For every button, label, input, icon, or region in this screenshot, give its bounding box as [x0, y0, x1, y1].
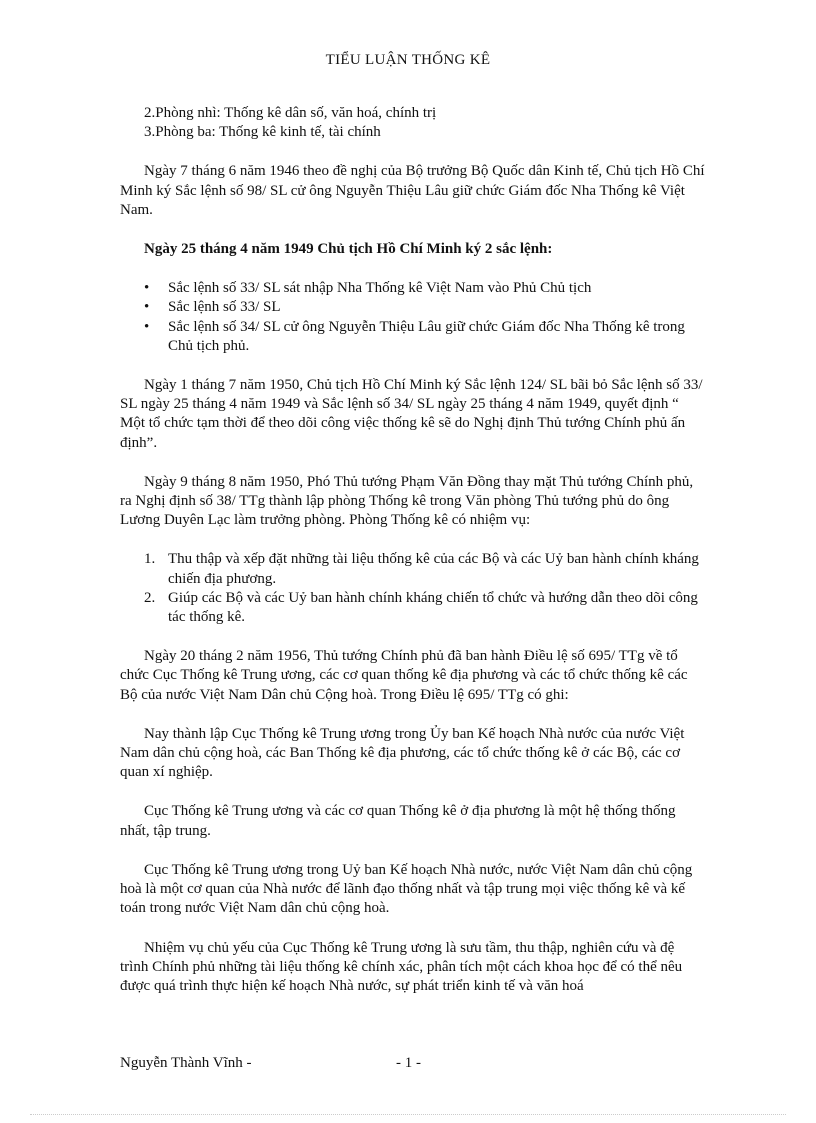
intro-line: 3.Phòng ba: Thống kê kinh tế, tài chính: [144, 124, 381, 141]
paragraph: Cục Thống kê Trung ương và các cơ quan Thống kê ở địa phương là một hệ thống thống nhất, tập trung.: [120, 803, 676, 839]
paragraph: Ngày 7 tháng 6 năm 1946 theo đề nghị của Bộ trưởng Bộ Quốc dân Kinh tế, Chủ tịch Hồ Chí Minh ký Sắc lệnh số 98/ SL cử ông Nguyễn Thiệu Lâu giữ chức Giám đốc Nha Thống kê Việt Nam.: [120, 163, 705, 218]
list-item: • Sắc lệnh số 33/ SL: [168, 298, 705, 317]
footer-author: Nguyễn Thành Vĩnh -: [120, 1055, 252, 1071]
bullet-list: [120, 279, 705, 356]
intro-line: 2.Phòng nhì: Thống kê dân số, văn hoá, chính trị: [144, 105, 437, 121]
list-item: • Sắc lệnh số 34/ SL cử ông Nguyễn Thiệu Lâu giữ chức Giám đốc Nha Thống kê trong Chủ tịch phủ.: [168, 318, 705, 356]
page-title: TIỂU LUẬN THỐNG KÊ: [325, 52, 491, 68]
section-heading: Ngày 25 tháng 4 năm 1949 Chủ tịch Hồ Chí Minh ký 2 sắc lệnh:: [144, 241, 553, 258]
paragraph: Ngày 20 tháng 2 năm 1956, Thủ tướng Chính phủ đã ban hành Điều lệ số 695/ TTg về tổ chức Cục Thống kê Trung ương, các cơ quan thống kê địa phương và các tổ chức thống kê các Bộ của nước Việt Nam Dân chủ Cộng hoà. Trong Điều lệ 695/ TTg có ghi:: [120, 648, 688, 703]
paragraph: Ngày 1 tháng 7 năm 1950, Chủ tịch Hồ Chí Minh ký Sắc lệnh 124/ SL bãi bỏ Sắc lệnh số 33/ SL ngày 25 tháng 4 năm 1949 và Sắc lệnh số 34/ SL ngày 25 tháng 4 năm 1949, quyết định “ Một tổ chức tạm thời để theo dõi công việc thống kê sẽ do Nghị định Thủ tướng Chính phủ ấn định”.: [120, 377, 703, 451]
list-number: 1.: [144, 551, 156, 568]
paragraph: Nhiệm vụ chủ yếu của Cục Thống kê Trung ương là sưu tầm, thu thập, nghiên cứu và đệ trình Chính phủ những tài liệu thống kê chính xác, phân tích một cách khoa học để có thể nêu được quá trình thực hiện kế hoạch Nhà nước, sự phát triển kinh tế và văn hoá: [120, 939, 683, 994]
paragraph: Ngày 9 tháng 8 năm 1950, Phó Thủ tướng Phạm Văn Đồng thay mặt Thủ tướng Chính phủ, ra Nghị định số 38/ TTg thành lập phòng Thống kê trong Văn phòng Thủ tướng phủ do ông Lương Duyên Lạc làm trưởng phòng. Phòng Thống kê có nhiệm vụ:: [120, 473, 694, 529]
list-item: • Sắc lệnh số 33/ SL sát nhập Nha Thống kê Việt Nam vào Phủ Chủ tịch: [168, 279, 705, 298]
list-item: [144, 589, 705, 627]
page-bottom-divider: [30, 1114, 786, 1115]
paragraph: Nay thành lập Cục Thống kê Trung ương trong Ủy ban Kế hoạch Nhà nước của nước Việt Nam dân chủ cộng hoà, các Ban Thống kê địa phương, các tổ chức thống kê ở các Bộ, các cơ quan xí nghiệp.: [120, 725, 685, 781]
list-item-text: Giúp các Bộ và các Uỷ ban hành chính kháng chiến tổ chức và hướng dẫn theo dõi công tác thống kê.: [168, 589, 698, 626]
document-body: [120, 104, 705, 1016]
paragraph: Cục Thống kê Trung ương trong Uỷ ban Kế hoạch Nhà nước, nước Việt Nam dân chủ cộng hoà là một cơ quan của Nhà nước để lãnh đạo thống nhất và tập trung mọi việc thống kê và kế toán trong nước Việt Nam dân chủ cộng hoà.: [120, 861, 693, 917]
list-item-text: Thu thập và xếp đặt những tài liệu thống kê của các Bộ và các Uỷ ban hành chính kháng chiến địa phương.: [168, 551, 699, 587]
list-item: [144, 550, 705, 588]
list-number: 2.: [144, 589, 156, 606]
numbered-list: [120, 550, 705, 627]
page-number: - 1 -: [396, 1055, 421, 1071]
